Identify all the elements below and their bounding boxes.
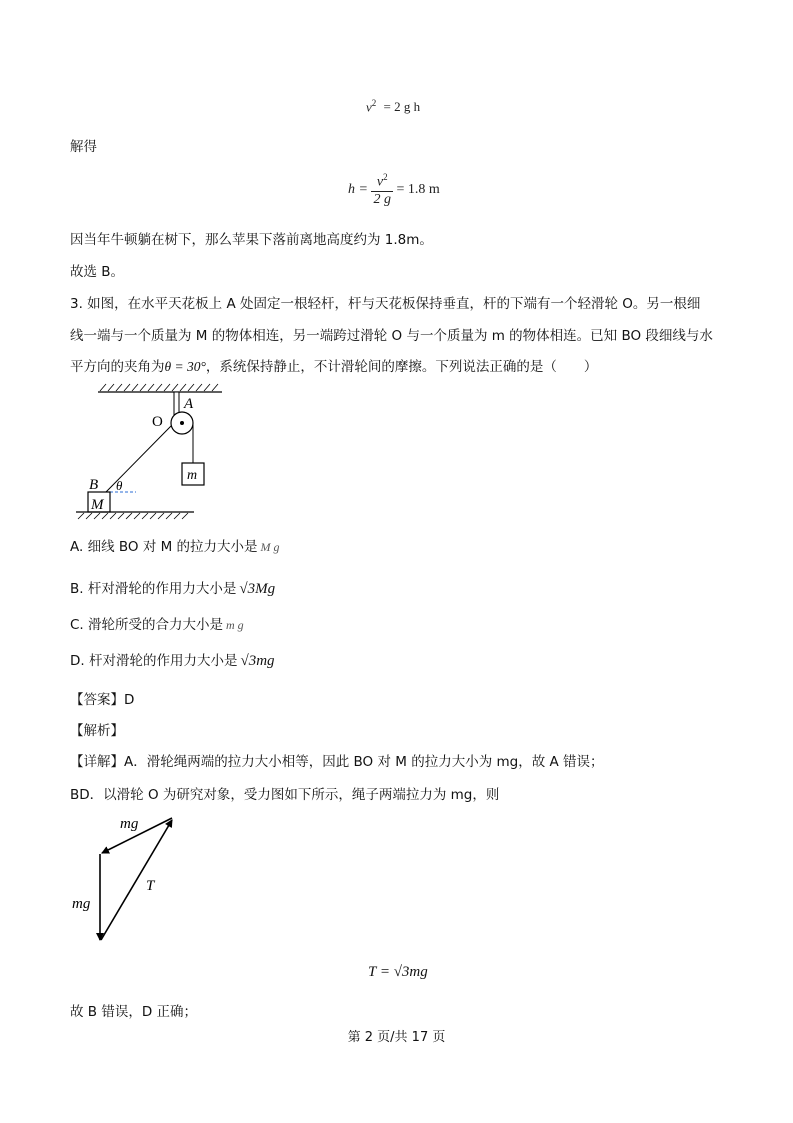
- label-A: A: [184, 396, 194, 412]
- force-triangle-diagram: [68, 808, 188, 948]
- pulley-axle: [180, 421, 184, 425]
- equation-h: [348, 172, 440, 208]
- label-T: T: [146, 878, 155, 894]
- option-c: [70, 615, 244, 635]
- eq2-num: v: [376, 174, 384, 190]
- eq2-lhs: h =: [348, 182, 368, 198]
- label-mg-top: mg: [120, 816, 139, 832]
- equation-T: [368, 962, 428, 981]
- choose-line: 故选 B。: [70, 264, 125, 280]
- conclusion-line: 故 B 错误，D 正确；: [70, 1004, 198, 1020]
- analysis-line: 【解析】: [70, 723, 124, 739]
- question-line-2: 线一端与一个质量为 M 的物体相连，另一端跨过滑轮 O 与一个质量为 m 的物体相连。已知 BO 段细线与水: [70, 328, 713, 344]
- pulley-diagram: [70, 380, 230, 525]
- option-a-math: M g: [260, 540, 280, 554]
- question-line-3a: 平方向的夹角为: [70, 359, 165, 375]
- option-d-math: √3mg: [240, 653, 275, 669]
- label-mg-left: mg: [72, 896, 91, 912]
- equation-T-text: T = √3mg: [368, 964, 428, 980]
- eq1-exp: 2: [371, 98, 377, 108]
- label-M: M: [91, 497, 104, 513]
- solve-label: 解得: [70, 139, 97, 155]
- ceiling-hatch: [100, 384, 218, 391]
- eq2-fraction: [371, 172, 393, 208]
- arrow-T: [101, 820, 172, 940]
- option-b: [70, 579, 275, 599]
- eq1-lhs: v: [366, 99, 372, 115]
- label-B: B: [89, 477, 99, 493]
- option-b-math: √3Mg: [239, 581, 276, 597]
- equation-v-squared: [366, 98, 420, 115]
- label-theta: θ: [116, 478, 123, 493]
- eq2-den: 2 g: [373, 191, 391, 207]
- detail-line: 【详解】A．滑轮绳两端的拉力大小相等，因此 BO 对 M 的拉力大小为 mg，故 A 错误；: [70, 754, 604, 770]
- label-m: m: [187, 468, 198, 483]
- eq2-num-exp: 2: [383, 172, 388, 182]
- answer-line: 【答案】D: [70, 692, 135, 708]
- question-line-1: 3. 如图，在水平天花板上 A 处固定一根轻杆，杆与天花板保持垂直，杆的下端有一个轻滑轮 O。另一根细: [70, 296, 701, 312]
- option-b-text: B. 杆对滑轮的作用力大小是: [70, 581, 237, 597]
- question-line-3: [70, 357, 597, 377]
- option-a-text: A. 细线 BO 对 M 的拉力大小是: [70, 539, 258, 555]
- eq1-rhs: = 2 g h: [383, 99, 421, 115]
- floor-hatch: [78, 513, 188, 519]
- option-d: [70, 651, 275, 671]
- option-d-text: D. 杆对滑轮的作用力大小是: [70, 653, 238, 669]
- page-footer: 第 2 页/共 17 页: [347, 1030, 446, 1045]
- theta-equation: θ = 30°: [164, 359, 206, 374]
- option-c-math: m g: [226, 618, 244, 632]
- label-O: O: [152, 414, 163, 430]
- newton-line: 因当年牛顿躺在树下，那么苹果下落前离地高度约为 1.8m。: [70, 232, 433, 248]
- eq2-rhs: = 1.8 m: [396, 182, 440, 198]
- question-line-3b: ，系统保持静止，不计滑轮间的摩擦。下列说法正确的是（ ）: [205, 359, 598, 375]
- option-c-text: C. 滑轮所受的合力大小是: [70, 617, 224, 633]
- option-a: [70, 537, 280, 557]
- bd-line: BD．以滑轮 O 为研究对象，受力图如下所示，绳子两端拉力为 mg，则: [70, 787, 500, 803]
